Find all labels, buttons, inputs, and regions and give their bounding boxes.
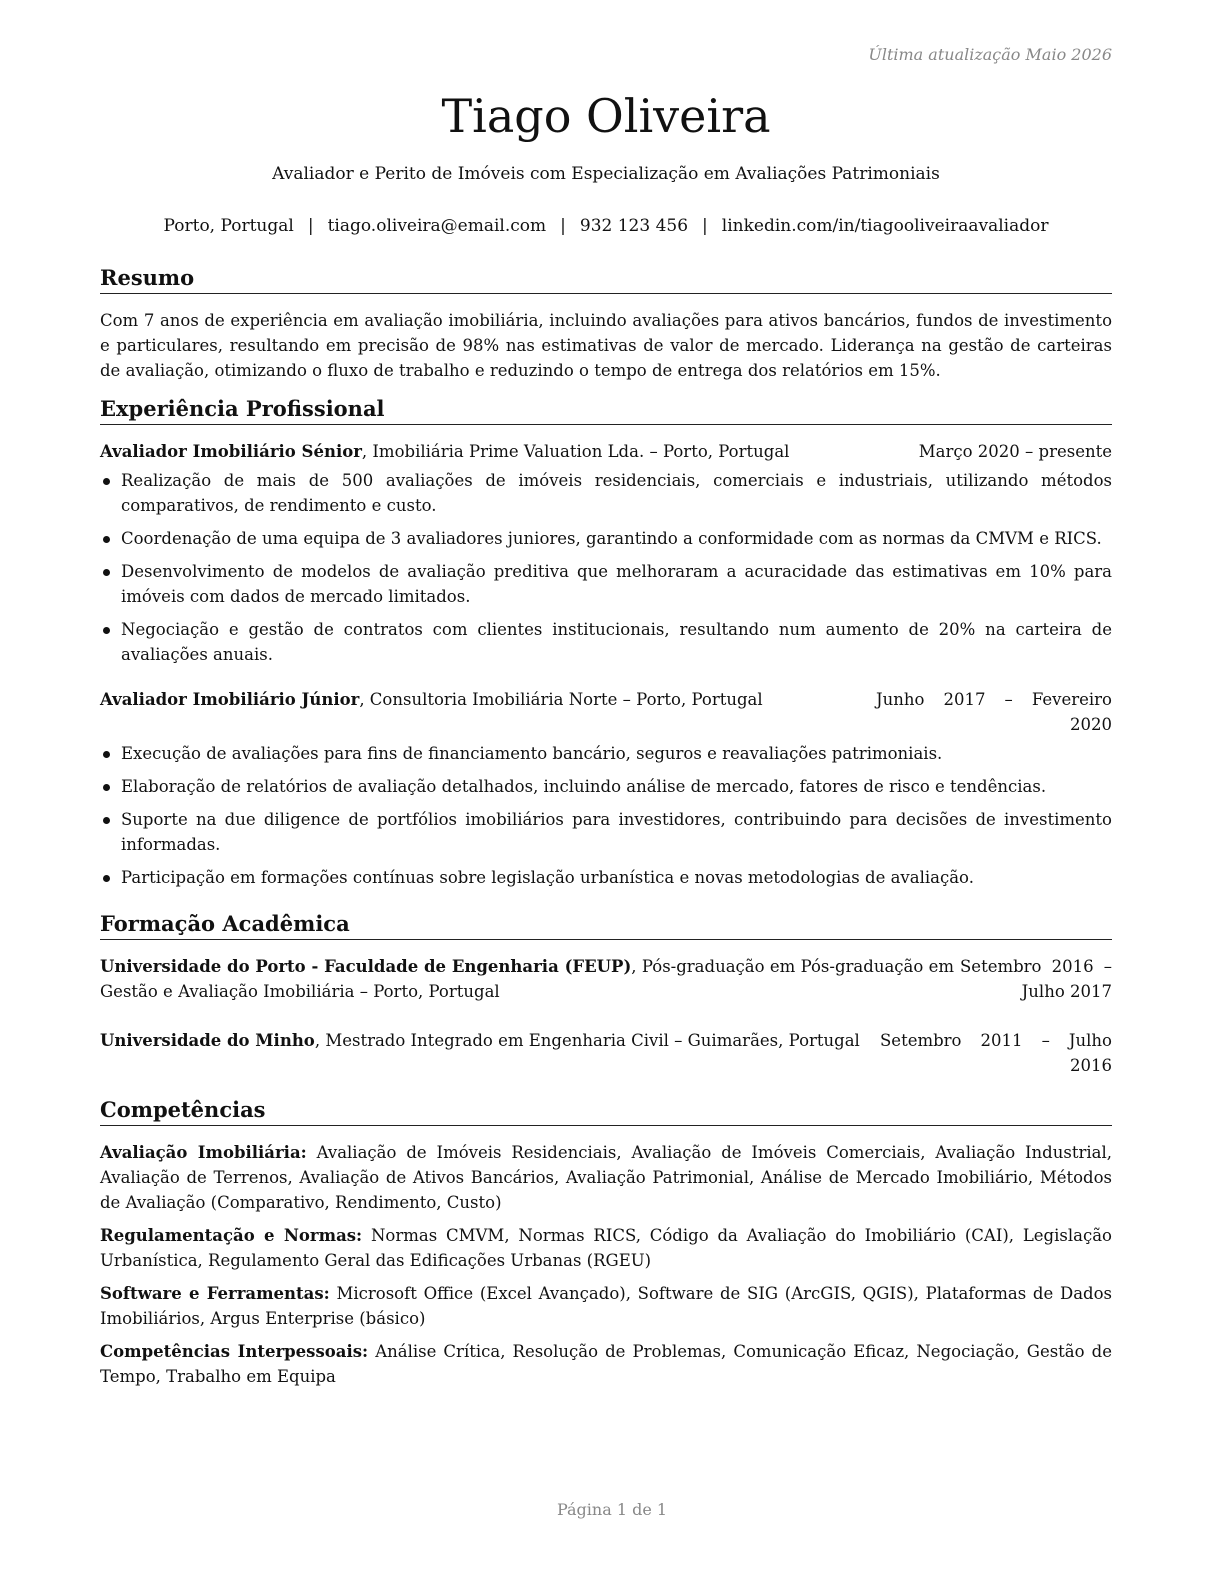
contact-linkedin[interactable]: linkedin.com/in/tiagooliveiraavaliador (721, 216, 1049, 236)
job-org: , Consultoria Imobiliária Norte – Porto, Portugal (359, 690, 763, 709)
skill-label: Software e Ferramentas: (100, 1284, 330, 1303)
education-entry (100, 1028, 1112, 1078)
skills-list (100, 1140, 1112, 1389)
list-item: Elaboração de relatórios de avaliação detalhados, incluindo análise de mercado, fatores de risco e tendências. (100, 774, 1112, 799)
skill-text: Análise Crítica, Resolução de Problemas, Comunicação Eficaz, Negociação, Gestão de Tempo, Trabalho em Equipa (100, 1342, 1112, 1386)
job-role: Avaliador Imobiliário Júnior (100, 690, 360, 709)
last-updated: Última atualização Maio 2026 (868, 45, 1112, 64)
list-item: Coordenação de uma equipa de 3 avaliadores juniores, garantindo a conformidade com as normas da CMVM e RICS. (100, 526, 1112, 551)
list-item: Realização de mais de 500 avaliações de imóveis residenciais, comerciais e industriais, utilizando métodos comparativos, de rendimento e custo. (100, 468, 1112, 518)
education-detail: , Mestrado Integrado em Engenharia Civil – Guimarães, Portugal (314, 1031, 860, 1050)
skill-text: Normas CMVM, Normas RICS, Código da Avaliação do Imobiliário (CAI), Legislação Urbanística, Regulamento Geral das Edificações Urbanas (RGEU) (100, 1226, 1112, 1270)
contact-separator: | (560, 216, 566, 236)
list-item: Desenvolvimento de modelos de avaliação preditiva que melhoraram a acuracidade das estimativas em 10% para imóveis com dados de mercado limitados. (100, 559, 1112, 609)
skill-group (100, 1339, 1112, 1389)
list-item: Suporte na due diligence de portfólios imobiliários para investidores, contribuindo para decisões de investimento informadas. (100, 807, 1112, 857)
candidate-name: Tiago Oliveira (441, 89, 771, 143)
job-bullets (100, 741, 1112, 890)
education-school: Universidade do Porto - Faculdade de Engenharia (FEUP) (100, 957, 632, 976)
summary-text: Com 7 anos de experiência em avaliação imobiliária, incluindo avaliações para ativos bancários, fundos de investimento e particulares, resultando em precisão de 98% nas estimativas de valor de mercado. Liderança na gestão de carteiras de avaliação, otimizando o fluxo de trabalho e reduzindo o tempo de entrega dos relatórios em 15%. (100, 311, 1112, 380)
job-header (100, 687, 1112, 737)
job-bullets (100, 468, 1112, 667)
resume-page (100, 40, 1112, 1397)
skill-group (100, 1140, 1112, 1215)
education-detail: , Pós-graduação em Pós-graduação em Gestão e Avaliação Imobiliária – Porto, Portugal (100, 957, 955, 1001)
job-entry (100, 687, 1112, 890)
list-item: Participação em formações contínuas sobre legislação urbanística e novas metodologias de avaliação. (100, 865, 1112, 890)
skill-label: Competências Interpessoais: (100, 1342, 369, 1361)
skill-text: Avaliação de Imóveis Residenciais, Avaliação de Imóveis Comerciais, Avaliação Industrial, Avaliação de Terrenos, Avaliação de Ativos Bancários, Avaliação Patrimonial, Análise de Mercado Imobiliário, Métodos de Avaliação (Comparativo, Rendimento, Custo) (100, 1143, 1112, 1212)
education-dates: Setembro 2011 – Julho 2016 (880, 1031, 1112, 1075)
job-dates: Junho 2017 – Fevereiro 2020 (876, 690, 1112, 734)
section-title-education: Formação Acadêmica (100, 910, 1112, 940)
contact-email[interactable]: tiago.oliveira@email.com (327, 216, 547, 236)
contact-location: Porto, Portugal (163, 216, 294, 236)
skill-group (100, 1281, 1112, 1331)
contact-phone: 932 123 456 (579, 216, 689, 236)
job-header (100, 439, 1112, 464)
contact-separator: | (307, 216, 314, 236)
list-item: Execução de avaliações para fins de financiamento bancário, seguros e reavaliações patrimoniais. (100, 741, 1112, 766)
section-title-skills: Competências (100, 1096, 1112, 1126)
education-school: Universidade do Minho (100, 1031, 315, 1050)
job-role: Avaliador Imobiliário Sénior (100, 442, 362, 461)
skill-text: Microsoft Office (Excel Avançado), Software de SIG (ArcGIS, QGIS), Plataformas de Dados Imobiliários, Argus Enterprise (básico) (100, 1284, 1113, 1328)
job-org: , Imobiliária Prime Valuation Lda. – Porto, Portugal (361, 442, 790, 461)
contact-line (100, 214, 1112, 238)
skill-label: Avaliação Imobiliária: (100, 1143, 307, 1162)
page-number: Página 1 de 1 (556, 1500, 668, 1519)
skill-group (100, 1223, 1112, 1273)
section-title-summary: Resumo (100, 264, 1112, 294)
section-title-experience: Experiência Profissional (100, 395, 1112, 425)
education-dates: Setembro 2016 – Julho 2017 (960, 957, 1112, 1001)
skill-label: Regulamentação e Normas: (100, 1226, 363, 1245)
headline: Avaliador e Perito de Imóveis com Especialização em Avaliações Patrimoniais (272, 164, 940, 184)
contact-separator: | (702, 216, 708, 236)
job-entry (100, 439, 1112, 667)
education-entry (100, 954, 1112, 1004)
job-dates: Março 2020 – presente (918, 442, 1112, 461)
list-item: Negociação e gestão de contratos com clientes institucionais, resultando num aumento de 20% na carteira de avaliações anuais. (100, 617, 1112, 667)
